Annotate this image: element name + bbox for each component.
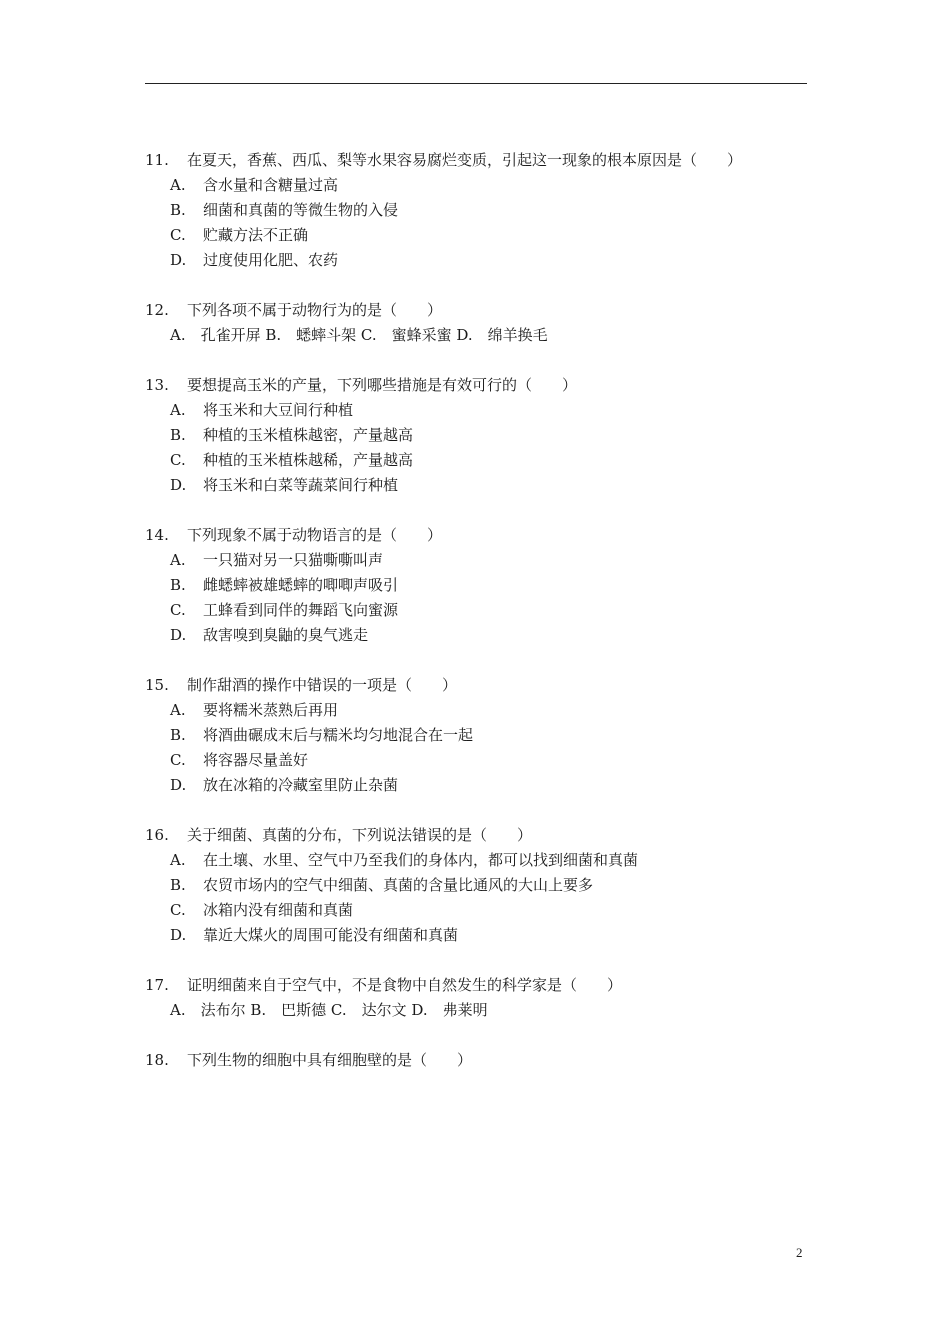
option-letter: C. — [170, 901, 186, 919]
inline-options: A. 法布尔 B. 巴斯德 C. 达尔文 D. 弗莱明 — [170, 1001, 488, 1019]
page-number: 2 — [796, 1245, 803, 1260]
option-d — [145, 923, 807, 948]
question-13 — [145, 373, 807, 498]
option-a — [145, 698, 807, 723]
question-number: 12. — [145, 301, 169, 319]
question-text: 下列各项不属于动物行为的是（ ） — [187, 301, 443, 319]
option-letter: C. — [170, 226, 186, 244]
question-text: 关于细菌、真菌的分布，下列说法错误的是（ ） — [187, 826, 533, 844]
option-text: 靠近大煤火的周围可能没有细菌和真菌 — [203, 926, 459, 944]
inline-options: A. 孔雀开屏 B. 蟋蟀斗架 C. 蜜蜂采蜜 D. 绵羊换毛 — [170, 326, 548, 344]
option-text: 将玉米和大豆间行种植 — [203, 401, 354, 419]
option-text: 敌害嗅到臭鼬的臭气逃走 — [203, 626, 369, 644]
option-b — [145, 723, 807, 748]
option-letter: A. — [170, 851, 186, 869]
option-text: 贮藏方法不正确 — [203, 226, 309, 244]
option-letter: D. — [170, 626, 187, 644]
question-text: 要想提高玉米的产量，下列哪些措施是有效可行的（ ） — [187, 376, 578, 394]
option-text: 细菌和真菌的等微生物的入侵 — [203, 201, 399, 219]
question-text: 下列生物的细胞中具有细胞壁的是（ ） — [187, 1051, 473, 1069]
question-text: 在夏天，香蕉、西瓜、梨等水果容易腐烂变质，引起这一现象的根本原因是（ ） — [187, 151, 743, 169]
option-text: 含水量和含糖量过高 — [203, 176, 339, 194]
question-number: 14. — [145, 526, 169, 544]
option-letter: A. — [170, 176, 186, 194]
option-letter: D. — [170, 476, 187, 494]
question-15 — [145, 673, 807, 798]
question-number: 15. — [145, 676, 169, 694]
option-a — [145, 548, 807, 573]
option-c — [145, 448, 807, 473]
option-letter: A. — [170, 401, 186, 419]
option-c — [145, 223, 807, 248]
question-12 — [145, 298, 807, 348]
question-number: 13. — [145, 376, 169, 394]
option-text: 冰箱内没有细菌和真菌 — [203, 901, 354, 919]
option-b — [145, 573, 807, 598]
option-d — [145, 473, 807, 498]
question-number: 17. — [145, 976, 169, 994]
option-text: 种植的玉米植株越稀，产量越高 — [203, 451, 414, 469]
option-text: 工蜂看到同伴的舞蹈飞向蜜源 — [203, 601, 399, 619]
option-a — [145, 398, 807, 423]
option-text: 将玉米和白菜等蔬菜间行种植 — [203, 476, 399, 494]
question-18 — [145, 1048, 807, 1073]
option-text: 种植的玉米植株越密，产量越高 — [203, 426, 414, 444]
question-14 — [145, 523, 807, 648]
option-text: 要将糯米蒸熟后再用 — [203, 701, 339, 719]
question-list — [145, 148, 807, 1098]
option-c — [145, 748, 807, 773]
option-letter: D. — [170, 776, 187, 794]
question-number: 16. — [145, 826, 169, 844]
option-c — [145, 598, 807, 623]
option-text: 农贸市场内的空气中细菌、真菌的含量比通风的大山上要多 — [203, 876, 594, 894]
option-b — [145, 423, 807, 448]
option-letter: B. — [170, 576, 186, 594]
question-16 — [145, 823, 807, 948]
option-text: 一只猫对另一只猫嘶嘶叫声 — [203, 551, 384, 569]
option-letter: D. — [170, 926, 187, 944]
option-letter: A. — [170, 701, 186, 719]
option-letter: C. — [170, 601, 186, 619]
header-rule — [145, 83, 807, 84]
option-text: 在土壤、水里、空气中乃至我们的身体内，都可以找到细菌和真菌 — [203, 851, 639, 869]
question-11 — [145, 148, 807, 273]
option-text: 雌蟋蟀被雄蟋蟀的唧唧声吸引 — [203, 576, 399, 594]
option-letter: A. — [170, 551, 186, 569]
option-b — [145, 873, 807, 898]
question-text: 下列现象不属于动物语言的是（ ） — [187, 526, 443, 544]
option-a — [145, 848, 807, 873]
question-text: 制作甜酒的操作中错误的一项是（ ） — [187, 676, 458, 694]
option-d — [145, 248, 807, 273]
option-letter: B. — [170, 876, 186, 894]
question-number: 11. — [145, 151, 169, 169]
option-d — [145, 623, 807, 648]
option-letter: D. — [170, 251, 187, 269]
option-a — [145, 173, 807, 198]
option-letter: C. — [170, 451, 186, 469]
option-text: 将容器尽量盖好 — [203, 751, 309, 769]
option-d — [145, 773, 807, 798]
option-letter: B. — [170, 726, 186, 744]
option-letter: B. — [170, 201, 186, 219]
question-text: 证明细菌来自于空气中，不是食物中自然发生的科学家是（ ） — [187, 976, 623, 994]
option-letter: C. — [170, 751, 186, 769]
option-text: 将酒曲碾成末后与糯米均匀地混合在一起 — [203, 726, 474, 744]
option-letter: B. — [170, 426, 186, 444]
option-b — [145, 198, 807, 223]
question-17 — [145, 973, 807, 1023]
option-text: 过度使用化肥、农药 — [203, 251, 339, 269]
question-number: 18. — [145, 1051, 169, 1069]
option-c — [145, 898, 807, 923]
option-text: 放在冰箱的冷藏室里防止杂菌 — [203, 776, 399, 794]
